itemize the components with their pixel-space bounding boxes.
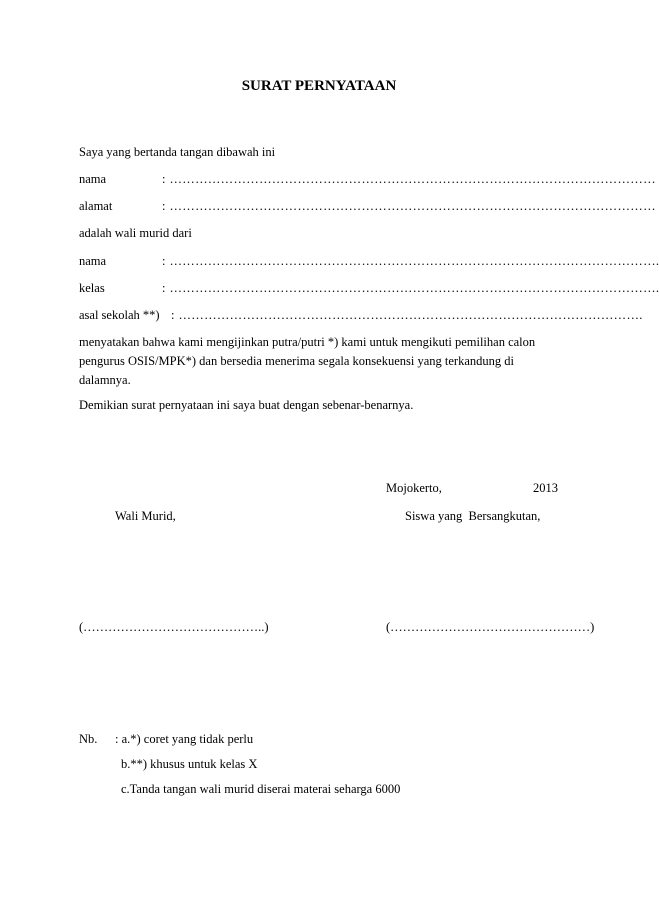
alamat-label: alamat (79, 199, 113, 213)
colon: : (162, 172, 166, 186)
nama-murid-dots: ……………………………………………………………………………………………………. (169, 254, 659, 268)
alamat-dots: …………………………………………………………………………………………………… (169, 199, 656, 213)
siswa-signature-blank: (…………………………………………) (386, 620, 595, 634)
intro-text: Saya yang bertanda tangan dibawah ini (79, 145, 276, 159)
colon: : (162, 254, 166, 268)
nama-dots: …………………………………………………………………………………………………… (169, 172, 656, 186)
nama-murid-field (162, 254, 659, 270)
kelas-field (162, 281, 659, 297)
statement-paragraph: menyatakan bahwa kami mengijinkan putra/putri *) kami untuk mengikuti pemilihan calon pengurus OSIS/MPK*) dan bersedia menerima segala konsekuensi yang terkandung di dalamnya. (79, 335, 536, 387)
nama-field (162, 172, 656, 188)
asal-sekolah-label: asal sekolah **) (79, 308, 160, 322)
nama-label: nama (79, 172, 107, 186)
year-text: 2013 (533, 481, 558, 495)
colon: : (171, 308, 175, 322)
wali-signature-blank: (……………………………………..) (79, 620, 269, 634)
alamat-field (162, 199, 656, 215)
asal-sekolah-dots: ………………………………………………………………………………………………. (178, 308, 643, 322)
wali-murid-title: Wali Murid, (115, 509, 176, 523)
note-item: b.**) khusus untuk kelas X (121, 757, 258, 771)
asal-sekolah-field (171, 308, 643, 324)
wali-intro-text: adalah wali murid dari (79, 226, 192, 240)
kelas-label: kelas (79, 281, 105, 295)
note-item: : a.*) coret yang tidak perlu (115, 732, 254, 746)
notes-label: Nb. (79, 732, 98, 746)
closing-text: Demikian surat pernyataan ini saya buat dengan sebenar-benarnya. (79, 398, 414, 412)
kelas-dots: ……………………………………………………………………………………………………. (169, 281, 659, 295)
nama-murid-label: nama (79, 254, 107, 268)
place-text: Mojokerto, (386, 481, 442, 495)
siswa-title: Siswa yang Bersangkutan, (405, 509, 541, 523)
colon: : (162, 281, 166, 295)
colon: : (162, 199, 166, 213)
document-title: SURAT PERNYATAAN (241, 78, 397, 94)
note-item: c.Tanda tangan wali murid diserai materai seharga 6000 (121, 782, 401, 796)
